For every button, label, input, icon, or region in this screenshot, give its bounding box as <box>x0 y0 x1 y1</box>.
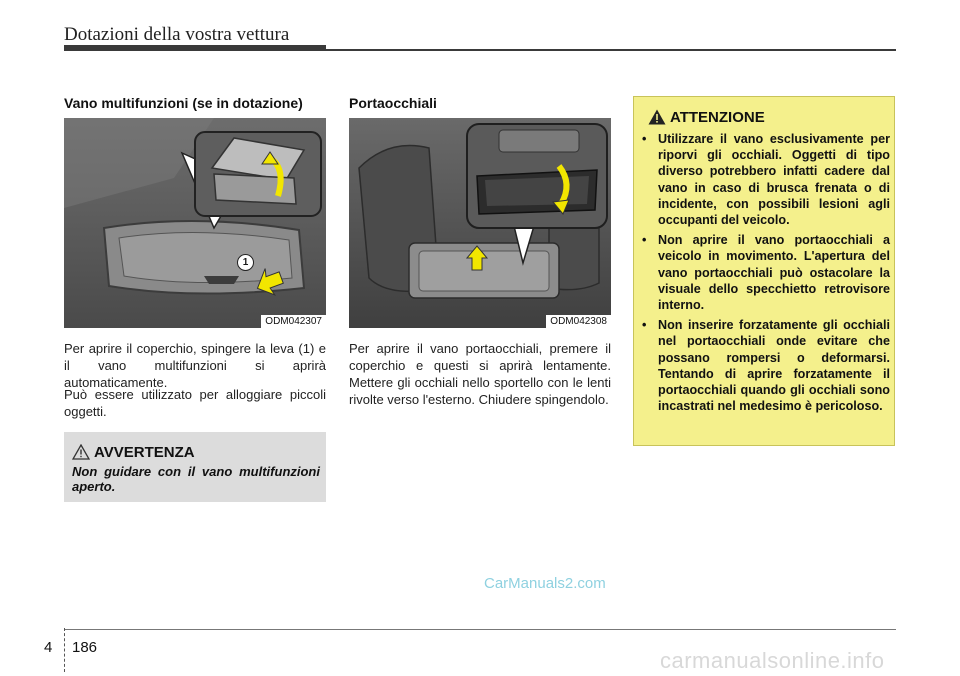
figure-glasses-holder <box>349 118 611 328</box>
caution-item-text: Non aprire il vano portaocchiali a veicolo in movimento. L'apertura del vano portaocchiali può ostacolare la visuale dello specchietto retrovisore interno. <box>658 233 890 313</box>
caution-item-text: Non inserire forzatamente gli occhiali nel portaocchiali onde evitare che possano rompersi o deformarsi. Tentando di aprire forzatamente il portaocchiali quando gli occhiali sono incastrati nel medesimo è pericoloso. <box>658 318 890 414</box>
paragraph-open-lid: Per aprire il coperchio, spingere la leva (1) e il vano multifunzioni si aprirà automaticamente. <box>64 341 326 390</box>
glasses-holder-illustration <box>349 118 611 328</box>
watermark-bottom: carmanualsonline.info <box>660 648 885 673</box>
bullet: • <box>642 318 647 333</box>
caution-item <box>640 317 890 414</box>
warning-triangle-icon <box>72 444 90 460</box>
caution-title: ATTENZIONE <box>670 109 765 126</box>
bullet: • <box>642 233 647 248</box>
figure-code: ODM042308 <box>546 315 611 328</box>
caution-box <box>633 96 895 446</box>
paragraph-usage: Può essere utilizzato per alloggiare piccoli oggetti. <box>64 387 326 419</box>
section-number: 4 <box>44 639 53 656</box>
footer-rule <box>64 629 896 630</box>
caution-triangle-icon <box>648 109 666 125</box>
warning-text: Non guidare con il vano multifunzioni aperto. <box>72 464 320 494</box>
page-number: 186 <box>72 639 98 656</box>
header-rule <box>326 49 896 51</box>
page-header-title: Dotazioni della vostra vettura <box>64 24 290 45</box>
multifunction-box-illustration <box>64 118 326 328</box>
figure-code: ODM042307 <box>261 315 326 328</box>
caution-item <box>640 232 890 313</box>
caution-item-text: Utilizzare il vano esclusivamente per riporvi gli occhiali. Oggetti di tipo diverso potrebbero infatti cadere dal vano in caso di brusca frenata o di incidente, con possibili lesioni agli occupanti del veicolo. <box>658 132 890 228</box>
callout-number-badge: 1 <box>237 254 254 271</box>
warning-box <box>64 432 326 502</box>
paragraph-glasses-instructions: Per aprire il vano portaocchiali, premere il coperchio e questi si aprirà lentamente. Mettere gli occhiali nello sportello con le lenti rivolte verso l'esterno. Chiudere spingendolo. <box>349 341 611 407</box>
section-heading-multifunction: Vano multifunzioni (se in dotazione) <box>64 95 303 111</box>
warning-title: AVVERTENZA <box>94 444 195 461</box>
watermark-link[interactable]: CarManuals2.com <box>484 575 606 592</box>
bullet: • <box>642 132 647 146</box>
caution-list <box>640 131 890 418</box>
header-bar <box>64 45 326 51</box>
section-heading-glasses-holder: Portaocchiali <box>349 95 437 111</box>
caution-item <box>640 131 890 228</box>
page-divider <box>64 628 65 672</box>
figure-multifunction-box <box>64 118 326 328</box>
